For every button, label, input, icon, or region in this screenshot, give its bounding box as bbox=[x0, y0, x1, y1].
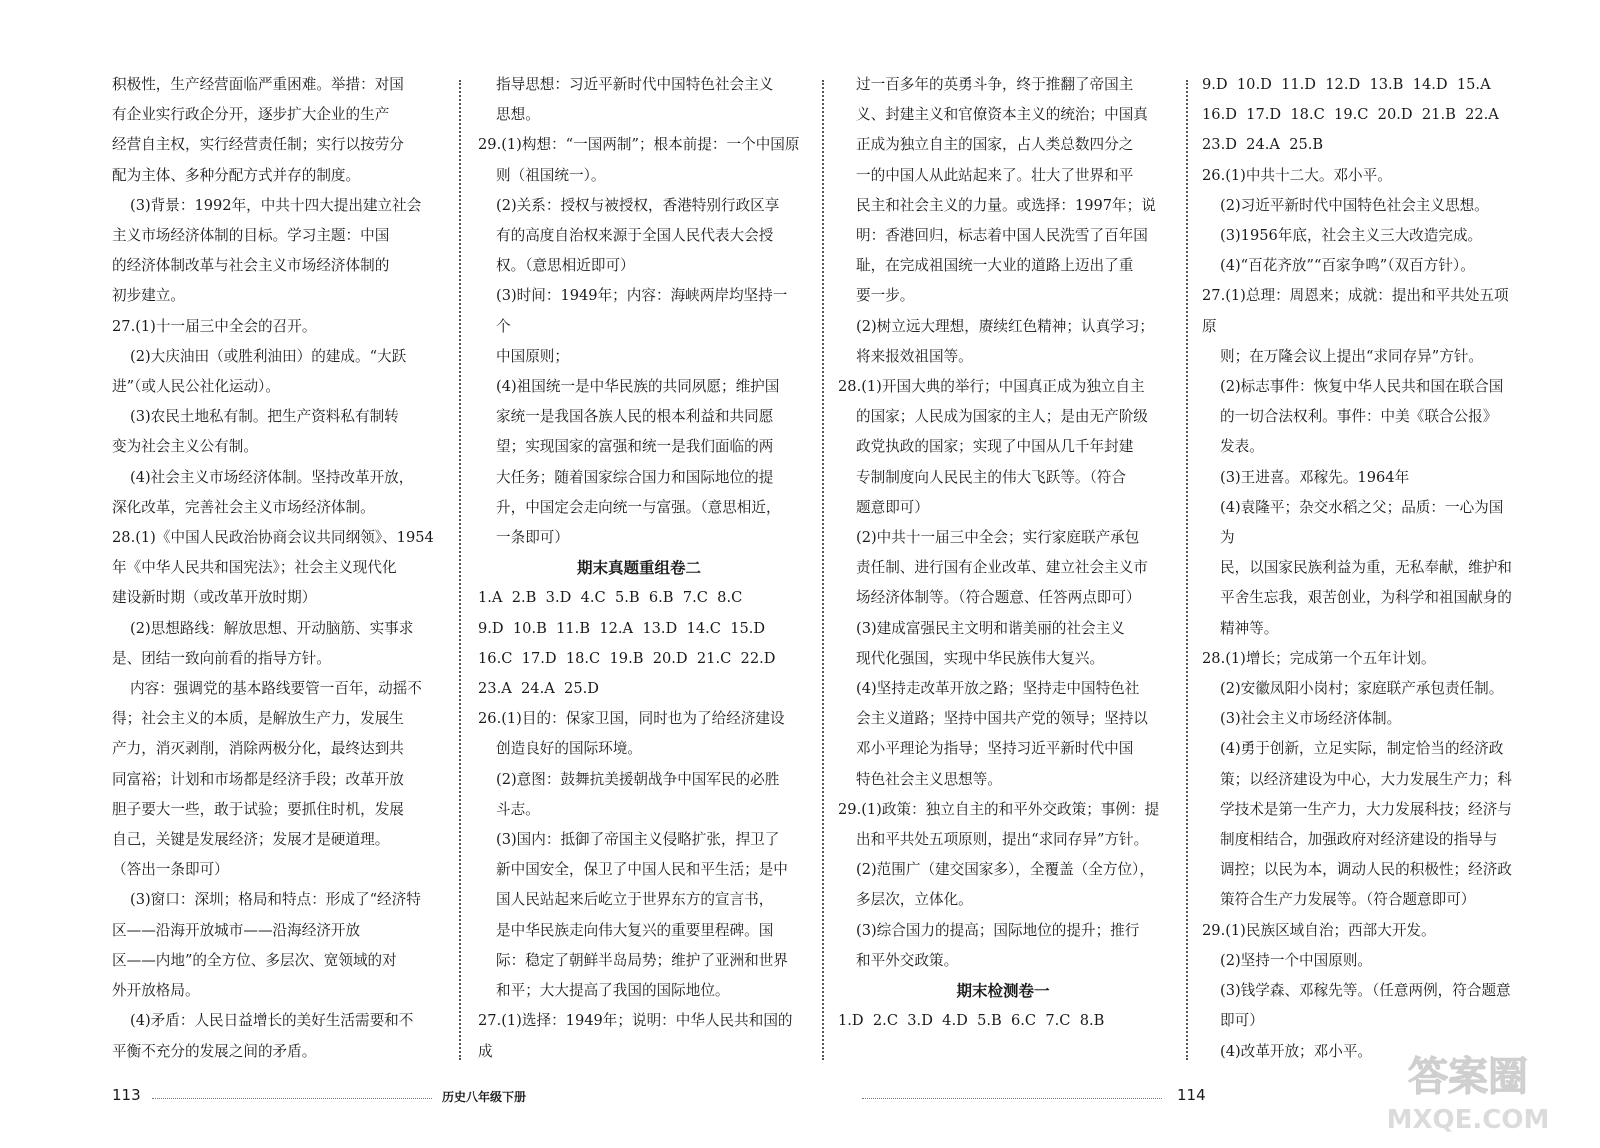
answer-line: (3)窗口：深圳；格局和特点：形成了“经济特 bbox=[130, 891, 421, 909]
answer-line: 27.(1)总理：周恩来；成就：提出和平共处五项原 bbox=[1202, 287, 1509, 335]
watermark-text: 答案圈 bbox=[1408, 1054, 1528, 1100]
answer-line: (4)改革开放；邓小平。 bbox=[1220, 1042, 1373, 1060]
answer-line: 耻，在完成祖国统一大业的道路上迈出了重 bbox=[856, 257, 1134, 275]
answer-line: 则；在万隆会议上提出“求同存异”方针。 bbox=[1220, 347, 1484, 365]
answer-line: 积极性，生产经营面临严重困难。举措：对国 bbox=[112, 76, 404, 93]
answer-line: 调控；以民为本，调动人民的积极性；经济政 bbox=[1220, 861, 1512, 879]
footer-dotted-rule bbox=[862, 1098, 1162, 1099]
answer-line: (3)国内：抵御了帝国主义侵略扩张，捍卫了 bbox=[496, 831, 780, 849]
answer-line: (3)钱学森、邓稼先等。（任意两例，符合题意 bbox=[1220, 982, 1511, 1000]
answer-line: 正成为独立自主的国家，占人类总数四分之 bbox=[856, 136, 1134, 154]
answer-line: (3)综合国力的提高；国际地位的提升；推行 bbox=[856, 921, 1140, 939]
answer-line: 有企业实行政企分开，逐步扩大企业的生产 bbox=[112, 106, 390, 124]
column-separator bbox=[459, 80, 461, 1060]
answer-line: 思想。 bbox=[496, 106, 540, 124]
answer-line: 经营自主权，实行经营责任制；实行以按劳分 bbox=[112, 136, 404, 154]
answer-line: 是、团结一致向前看的指导方针。 bbox=[112, 649, 331, 667]
answer-line: 邓小平理论为指导；坚持习近平新时代中国 bbox=[856, 740, 1134, 758]
answer-line: 义、封建主义和官僚资本主义的统治；中国真 bbox=[856, 106, 1148, 124]
answer-line: (2)大庆油田（或胜利油田）的建成。“大跃 bbox=[130, 347, 407, 365]
answer-line: 出和平共处五项原则，提出“求同存异”方针。 bbox=[856, 831, 1149, 849]
answer-line: 9.D 10.D 11.D 12.D 13.B 14.D 15.A bbox=[1202, 76, 1491, 93]
answer-line: (4)矛盾：人民日益增长的美好生活需要和不 bbox=[130, 1012, 414, 1030]
answer-line: 多层次，立体化。 bbox=[856, 891, 973, 909]
answer-line: 过一百多年的英勇斗争，终于推翻了帝国主 bbox=[856, 76, 1134, 93]
answer-line: (4)袁隆平；杂交水稻之父；品质：一心为国为 bbox=[1220, 498, 1504, 547]
answer-line: 责任制、进行国有企业改革、建立社会主义市 bbox=[856, 559, 1148, 577]
answer-line: (2)范围广（建交国家多），全覆盖（全方位）， bbox=[856, 861, 1154, 879]
column-separator bbox=[1186, 80, 1188, 1060]
answer-line: (2)安徽凤阳小岗村；家庭联产承包责任制。 bbox=[1220, 680, 1504, 698]
answer-line: 初步建立。 bbox=[112, 287, 185, 305]
column-4 bbox=[1202, 70, 1514, 1060]
page-number-left: 113 bbox=[112, 1086, 141, 1104]
answer-line: 指导思想：习近平新时代中国特色社会主义 bbox=[496, 76, 774, 93]
answer-line: 特色社会主义思想等。 bbox=[856, 770, 1002, 788]
answer-line: 即可） bbox=[1220, 1012, 1264, 1030]
answer-line: 29.(1)构想：“一国两制”；根本前提：一个中国原 bbox=[478, 136, 800, 154]
answer-line: （答出一条即可） bbox=[112, 861, 229, 879]
answer-line: (2)中共十一届三中全会；实行家庭联产承包 bbox=[856, 529, 1140, 547]
answer-line: 28.(1)《中国人民政治协商会议共同纲领》、1954 bbox=[112, 529, 434, 547]
answer-line: (3)背景：1992年，中共十四大提出建立社会 bbox=[130, 196, 422, 214]
answer-line: 外开放格局。 bbox=[112, 982, 200, 1000]
column-1 bbox=[112, 70, 442, 1060]
answer-line: 进”（或人民公社化运动）。 bbox=[112, 378, 280, 396]
answer-line: 制度相结合，加强政府对经济建设的指导与 bbox=[1220, 831, 1498, 849]
answer-line: 变为社会主义公有制。 bbox=[112, 438, 258, 456]
answer-line: (2)关系：授权与被授权，香港特别行政区享 bbox=[496, 196, 780, 214]
answer-line: 29.(1)民族区域自治；西部大开发。 bbox=[1202, 921, 1436, 939]
answer-line: 的国家；人民成为国家的主人；是由无产阶级 bbox=[856, 408, 1148, 426]
answer-line: 明：香港回归，标志着中国人民洗雪了百年国 bbox=[856, 227, 1148, 245]
answer-line: 区——内地”的全方位、多层次、宽领域的对 bbox=[112, 951, 397, 969]
answer-line: (3)王进喜。邓稼先。1964年 bbox=[1220, 468, 1410, 486]
answer-line: (2)坚持一个中国原则。 bbox=[1220, 951, 1373, 969]
answer-line: 和平；大大提高了我国的国际地位。 bbox=[496, 982, 730, 1000]
answer-line: (2)思想路线：解放思想、开动脑筋、实事求 bbox=[130, 619, 414, 637]
answer-line: 27.(1)选择：1949年；说明：中华人民共和国的成 bbox=[478, 1012, 793, 1060]
answer-line: (4)坚持走改革开放之路；坚持走中国特色社 bbox=[856, 680, 1140, 698]
answer-line: (4)社会主义市场经济体制。坚持改革开放， bbox=[130, 468, 414, 486]
watermark-domain: MXQE.COM bbox=[1386, 1105, 1550, 1135]
page-number-right: 114 bbox=[1177, 1086, 1206, 1104]
answer-line: 自己，关键是发展经济；发展才是硬道理。 bbox=[112, 831, 390, 849]
answer-line: 一的中国人从此站起来了。壮大了世界和平 bbox=[856, 166, 1134, 184]
column-separator bbox=[822, 80, 824, 1060]
footer-dotted-rule bbox=[152, 1098, 432, 1099]
answer-line: 23.A 24.A 25.D bbox=[478, 680, 599, 698]
answer-line: 区——沿海开放城市——沿海经济开放 bbox=[112, 921, 361, 939]
answer-line: 斗志。 bbox=[496, 800, 540, 818]
answer-line: 胆子要大一些，敢于试验；要抓住时机，发展 bbox=[112, 800, 404, 818]
answer-line: 的经济体制改革与社会主义市场经济体制的 bbox=[112, 257, 390, 275]
answer-line: 民主和社会主义的力量。或选择：1997年；说 bbox=[856, 196, 1156, 214]
answer-line: (4)“百花齐放”“百家争鸣”（双百方针）。 bbox=[1220, 257, 1475, 275]
answer-line: 9.D 10.B 11.B 12.A 13.D 14.C 15.D bbox=[478, 619, 766, 637]
answer-line: 现代化强国，实现中华民族伟大复兴。 bbox=[856, 649, 1105, 667]
answer-line: 1.D 2.C 3.D 4.D 5.B 6.C 7.C 8.B bbox=[838, 1012, 1105, 1030]
answer-line: 同富裕；计划和市场都是经济手段；改革开放 bbox=[112, 770, 404, 788]
answer-line: 是中华民族走向伟大复兴的重要里程碑。国 bbox=[496, 921, 774, 939]
answer-line: 政党执政的国家；实现了中国从几千年封建 bbox=[856, 438, 1134, 456]
answer-line: 望；实现国家的富强和统一是我们面临的两 bbox=[496, 438, 774, 456]
answer-line: 26.(1)中共十二大。邓小平。 bbox=[1202, 166, 1392, 184]
answer-line: 升，中国定会走向统一与富强。（意思相近， bbox=[496, 498, 781, 516]
answer-line: 国人民站起来后屹立于世界东方的宣言书， bbox=[496, 891, 774, 909]
answer-line: 平舍生忘我，艰苦创业，为科学和祖国献身的 bbox=[1220, 589, 1512, 607]
answer-line: 的一切合法权利。事件：中美《联合公报》 bbox=[1220, 408, 1498, 426]
answer-line: 家统一是我国各族人民的根本利益和共同愿 bbox=[496, 408, 774, 426]
answer-line: 1.A 2.B 3.D 4.C 5.B 6.B 7.C 8.C bbox=[478, 589, 743, 607]
answer-line: 精神等。 bbox=[1220, 619, 1279, 637]
answer-line: 产力，消灭剥削，消除两极分化，最终达到共 bbox=[112, 740, 404, 758]
answer-line: 民，以国家民族利益为重，无私奉献，维护和 bbox=[1220, 559, 1512, 577]
section-title: 期末真题重组卷二 bbox=[576, 558, 701, 578]
answer-line: 29.(1)政策：独立自主的和平外交政策；事例：提 bbox=[838, 800, 1160, 818]
answer-line: (3)社会主义市场经济体制。 bbox=[1220, 710, 1402, 728]
book-title: 历史八年级下册 bbox=[442, 1090, 527, 1104]
answer-line: 27.(1)十一届三中全会的召开。 bbox=[112, 317, 317, 335]
answer-line: 平衡不充分的发展之间的矛盾。 bbox=[112, 1042, 317, 1060]
answer-line: 发表。 bbox=[1220, 438, 1264, 456]
answer-line: 则（祖国统一）。 bbox=[496, 166, 606, 184]
answer-line: 16.D 17.D 18.C 19.C 20.D 21.B 22.A bbox=[1202, 106, 1499, 124]
answer-line: 年《中华人民共和国宪法》；社会主义现代化 bbox=[112, 559, 397, 577]
answer-line: 28.(1)增长；完成第一个五年计划。 bbox=[1202, 649, 1436, 667]
answer-line: 将来报效祖国等。 bbox=[856, 347, 973, 365]
column-2 bbox=[478, 70, 800, 1060]
answer-line: 大任务；随着国家综合国力和国际地位的提 bbox=[496, 468, 774, 486]
answer-line: 建设新时期（或改革开放时期） bbox=[112, 589, 317, 607]
answer-line: 26.(1)目的：保家卫国，同时也为了给经济建设 bbox=[478, 710, 785, 728]
answer-line: 和平外交政策。 bbox=[856, 951, 959, 969]
answer-line: 策；以经济建设为中心，大力发展生产力；科 bbox=[1220, 770, 1512, 788]
answer-line: 题意即可） bbox=[856, 498, 929, 516]
answer-line: 得；社会主义的本质，是解放生产力，发展生 bbox=[112, 710, 404, 728]
page-footer bbox=[112, 1086, 1512, 1110]
answer-line: 策符合生产力发展等。（符合题意即可） bbox=[1220, 891, 1476, 909]
answer-line: (2)习近平新时代中国特色社会主义思想。 bbox=[1220, 196, 1489, 214]
answer-line: (2)树立远大理想，赓续红色精神；认真学习； bbox=[856, 317, 1154, 335]
answer-line: 创造良好的国际环境。 bbox=[496, 740, 642, 758]
answer-line: 有的高度自治权来源于全国人民代表大会授 bbox=[496, 227, 774, 245]
answer-line: 一条即可） bbox=[496, 529, 569, 547]
section-title: 期末检测卷一 bbox=[956, 981, 1050, 1001]
answer-line: (2)意图：鼓舞抗美援朝战争中国军民的必胜 bbox=[496, 770, 780, 788]
answer-line: (4)祖国统一是中华民族的共同夙愿；维护国 bbox=[496, 378, 780, 396]
answer-line: 23.D 24.A 25.B bbox=[1202, 136, 1324, 154]
answer-line: (3)农民土地私有制。把生产资料私有制转 bbox=[130, 408, 399, 426]
answer-line: (3)时间：1949年；内容：海峡两岸均坚持一个 bbox=[496, 287, 788, 335]
answer-line: 内容：强调党的基本路线要管一百年，动摇不 bbox=[130, 680, 422, 698]
answer-line: (3)1956年底，社会主义三大改造完成。 bbox=[1220, 227, 1483, 245]
answer-line: 专制制度向人民民主的伟大飞跃等。（符合 bbox=[856, 468, 1126, 486]
answer-line: 深化改革，完善社会主义市场经济体制。 bbox=[112, 498, 375, 516]
answer-line: (2)标志事件：恢复中华人民共和国在联合国 bbox=[1220, 378, 1504, 396]
answer-line: 配为主体、多种分配方式并存的制度。 bbox=[112, 166, 361, 184]
answer-line: 学技术是第一生产力，大力发展科技；经济与 bbox=[1220, 800, 1512, 818]
answer-line: 中国原则； bbox=[496, 347, 569, 365]
column-3 bbox=[838, 70, 1168, 1060]
answer-line: 际：稳定了朝鲜半岛局势；维护了亚洲和世界 bbox=[496, 951, 788, 969]
answer-line: 场经济体制等。（符合题意、任答两点即可） bbox=[856, 589, 1141, 607]
answer-line: 28.(1)开国大典的举行；中国真正成为独立自主 bbox=[838, 378, 1145, 396]
answer-line: (4)勇于创新，立足实际，制定恰当的经济政 bbox=[1220, 740, 1504, 758]
answer-line: 要一步。 bbox=[856, 287, 915, 305]
answer-line: 会主义道路；坚持中国共产党的领导；坚持以 bbox=[856, 710, 1148, 728]
answer-line: 16.C 17.D 18.C 19.B 20.D 21.C 22.D bbox=[478, 649, 776, 667]
answer-line: 主义市场经济体制的目标。学习主题：中国 bbox=[112, 227, 390, 245]
answer-line: 新中国安全，保卫了中国人民和平生活；是中 bbox=[496, 861, 788, 879]
answer-line: (3)建成富强民主文明和谐美丽的社会主义 bbox=[856, 619, 1125, 637]
answer-line: 权。（意思相近即可） bbox=[496, 257, 635, 275]
